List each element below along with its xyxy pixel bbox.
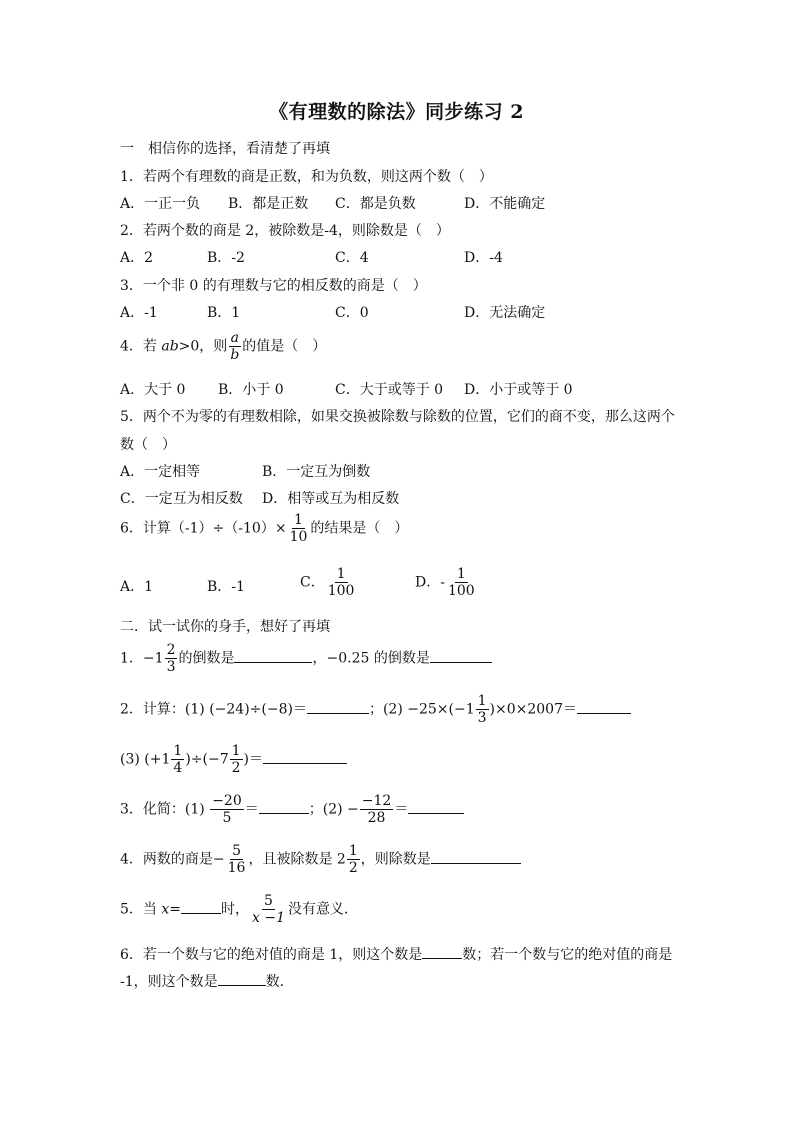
s2-q3-fraction-1 <box>210 793 244 826</box>
s2-q3-label: 3．化简：(1) <box>120 801 210 818</box>
q2-option-a: A．2 <box>120 250 154 266</box>
q6-option-b: B．-1 <box>207 579 245 595</box>
q6-option-d-fraction <box>446 566 477 599</box>
s2-q2b-numerator-2: 1 <box>231 743 241 759</box>
s2-q2b-denominator-2: 2 <box>231 760 241 777</box>
s2-q3-numerator-2: −12 <box>361 793 392 809</box>
s2-q3-denominator-2: 28 <box>367 810 386 827</box>
s2-q6-line2 <box>120 971 294 991</box>
s2-q5-var: x <box>161 901 170 918</box>
q6-denominator: 10 <box>289 529 308 546</box>
q6-option-c-denominator: 100 <box>327 583 355 600</box>
s2-q3-equals-1: ＝ <box>244 801 259 818</box>
s2-q3-answer-blank-1[interactable] <box>259 799 309 814</box>
s2-q5-denominator: x −1 <box>252 910 285 927</box>
s2-q2-denominator: 3 <box>477 710 487 727</box>
q5-option-c: C．一定互为相反数 <box>120 491 243 507</box>
s2-q2-part3-line <box>120 743 347 776</box>
s2-q4-denominator-2: 2 <box>348 860 358 877</box>
s2-q5 <box>120 893 358 926</box>
s2-q3-fraction-2 <box>360 793 394 826</box>
s2-q2-label: 2．计算：(1) (−24)÷(−8)＝ <box>120 701 307 718</box>
q4-fraction <box>228 330 241 363</box>
s2-q1-denominator: 3 <box>166 659 176 676</box>
s2-q2b-fraction-2 <box>230 743 243 776</box>
q4-cond: >0，则 <box>178 338 228 355</box>
s2-q4-text3: ，则除数是 <box>360 851 431 868</box>
q3-option-d: D．无法确定 <box>464 305 546 321</box>
s2-q4-text1: 4．两数的商是− <box>120 851 225 868</box>
q6-option-c-label: C． <box>300 574 325 591</box>
q5-stem-line2: 数（ ） <box>120 437 176 453</box>
s2-q2b-numerator-1: 1 <box>173 743 183 759</box>
q4-var: ab <box>161 338 179 355</box>
s2-q1-fraction <box>165 642 178 675</box>
q2-option-d: D．-4 <box>464 250 503 266</box>
q1-stem: 1．若两个有理数的商是正数，和为负数，则这两个数（ ） <box>120 169 493 185</box>
s2-q3-numerator-1: −20 <box>212 793 242 809</box>
q4-denominator: b <box>230 347 240 364</box>
q4-prefix: 4．若 <box>120 338 162 355</box>
s2-q4-answer-blank[interactable] <box>431 849 521 864</box>
s2-q3-denominator-1: 5 <box>222 810 232 827</box>
s2-q2-answer-blank-1[interactable] <box>307 699 369 714</box>
q6-option-a: A．1 <box>120 579 154 595</box>
s2-q2-part2: ；(2) −25×(−1 <box>368 701 475 718</box>
q6-fraction <box>288 512 310 545</box>
q5-option-b: B．一定互为倒数 <box>262 464 371 480</box>
s2-q4 <box>120 843 521 876</box>
q4-numerator: a <box>230 330 239 346</box>
q3-option-b: B．1 <box>207 305 241 321</box>
s2-q1-text2: ，−0.25 的倒数是 <box>312 650 430 667</box>
s2-q2-answer-blank-2[interactable] <box>577 699 631 714</box>
s2-q1 <box>120 642 492 675</box>
q6-option-c <box>300 566 357 599</box>
q2-option-b: B．-2 <box>207 250 245 266</box>
s2-q6-line1 <box>120 944 672 964</box>
q4-option-b: B．小于 0 <box>218 382 284 398</box>
q4-stem <box>120 330 326 363</box>
s2-q3 <box>120 793 464 826</box>
s2-q3-equals-2: ＝ <box>394 801 409 818</box>
q4-option-c: C．大于或等于 0 <box>335 382 444 398</box>
s2-q5-answer-blank[interactable] <box>181 899 221 914</box>
q6-stem <box>120 512 408 545</box>
s2-q2b-denominator-1: 4 <box>173 760 183 777</box>
s2-q4-numerator-2: 1 <box>348 843 358 859</box>
s2-q3-answer-blank-2[interactable] <box>408 799 464 814</box>
s2-q1-mixed-sign: −1 <box>142 650 164 667</box>
s2-q2b-label: (3) (+1 <box>120 751 171 768</box>
q6-option-d <box>415 566 478 599</box>
q4-option-d: D．小于或等于 0 <box>464 382 573 398</box>
s2-q6-line2a: -1，则这个数是 <box>120 974 218 990</box>
s2-q1-answer-blank-1[interactable] <box>234 648 312 663</box>
q6-option-c-fraction <box>326 566 357 599</box>
q6-prefix: 6．计算（-1）÷（-10）× <box>120 520 287 537</box>
s2-q2 <box>120 693 631 726</box>
q6-suffix: 的结果是（ ） <box>310 520 409 537</box>
s2-q4-denominator-1: 16 <box>227 860 246 877</box>
s2-q4-fraction-2 <box>347 843 360 876</box>
s2-q6-answer-blank-1[interactable] <box>422 944 462 959</box>
s2-q1-label: 1． <box>120 650 143 667</box>
q5-option-d: D．相等或互为相反数 <box>262 491 400 507</box>
s2-q3-part2: ；(2) − <box>308 801 359 818</box>
q6-numerator: 1 <box>294 512 303 528</box>
q4-suffix: 的值是（ ） <box>242 338 327 355</box>
s2-q6-line1a: 6．若一个数与它的绝对值的商是 1，则这个数是 <box>120 947 423 963</box>
section1-heading: 一 相信你的选择，看清楚了再填 <box>120 141 330 157</box>
s2-q6-line1b: 数；若一个数与它的绝对值的商是 <box>462 947 673 963</box>
q3-option-c: C．0 <box>335 305 369 321</box>
q1-option-d: D．不能确定 <box>464 196 546 212</box>
s2-q1-numerator: 2 <box>166 642 176 658</box>
s2-q5-text2: = <box>169 901 181 918</box>
q1-option-b: B．都是正数 <box>228 196 309 212</box>
s2-q2-numerator: 1 <box>477 693 487 709</box>
s2-q5-text1: 5．当 <box>120 901 162 918</box>
q3-option-a: A．-1 <box>120 305 158 321</box>
s2-q6-answer-blank-2[interactable] <box>218 971 266 986</box>
q2-option-c: C．4 <box>335 250 369 266</box>
q6-option-d-numerator: 1 <box>456 566 466 582</box>
s2-q2b-fraction-1 <box>171 743 184 776</box>
q6-option-d-label: D．- <box>415 574 445 591</box>
q5-option-a: A．一定相等 <box>120 464 201 480</box>
s2-q2b-answer-blank[interactable] <box>263 749 347 764</box>
page-title: 《有理数的除法》同步练习 2 <box>269 101 524 123</box>
s2-q4-fraction-1 <box>226 843 248 876</box>
s2-q2b-end: )＝ <box>243 751 263 768</box>
q6-option-d-denominator: 100 <box>447 583 475 600</box>
s2-q2-fraction <box>476 693 489 726</box>
q1-option-a: A．一正一负 <box>120 196 201 212</box>
s2-q5-numerator: 5 <box>264 893 273 909</box>
q5-stem-line1: 5．两个不为零的有理数相除，如果交换被除数与除数的位置，它们的商不变，那么这两个 <box>120 409 675 425</box>
q1-option-c: C．都是负数 <box>335 196 416 212</box>
s2-q4-numerator-1: 5 <box>232 843 242 859</box>
section2-heading: 二．试一试你的身手，想好了再填 <box>120 619 330 635</box>
s2-q5-text4: 没有意义． <box>287 901 358 918</box>
s2-q4-text2: ，且被除数是 2 <box>248 851 346 868</box>
q6-option-c-numerator: 1 <box>336 566 346 582</box>
s2-q6-line2b: 数． <box>265 974 294 990</box>
s2-q1-text1: 的倒数是 <box>178 650 235 667</box>
s2-q5-text3: 时， <box>221 901 249 918</box>
s2-q2-part3: )×0×2007＝ <box>489 701 577 718</box>
s2-q5-fraction <box>250 893 287 926</box>
s2-q2b-mid: )÷(−7 <box>185 751 229 768</box>
s2-q1-answer-blank-2[interactable] <box>430 648 492 663</box>
q4-option-a: A．大于 0 <box>120 382 186 398</box>
q3-stem: 3．一个非 0 的有理数与它的相反数的商是（ ） <box>120 278 427 294</box>
q2-stem: 2．若两个数的商是 2，被除数是-4，则除数是（ ） <box>120 223 450 239</box>
